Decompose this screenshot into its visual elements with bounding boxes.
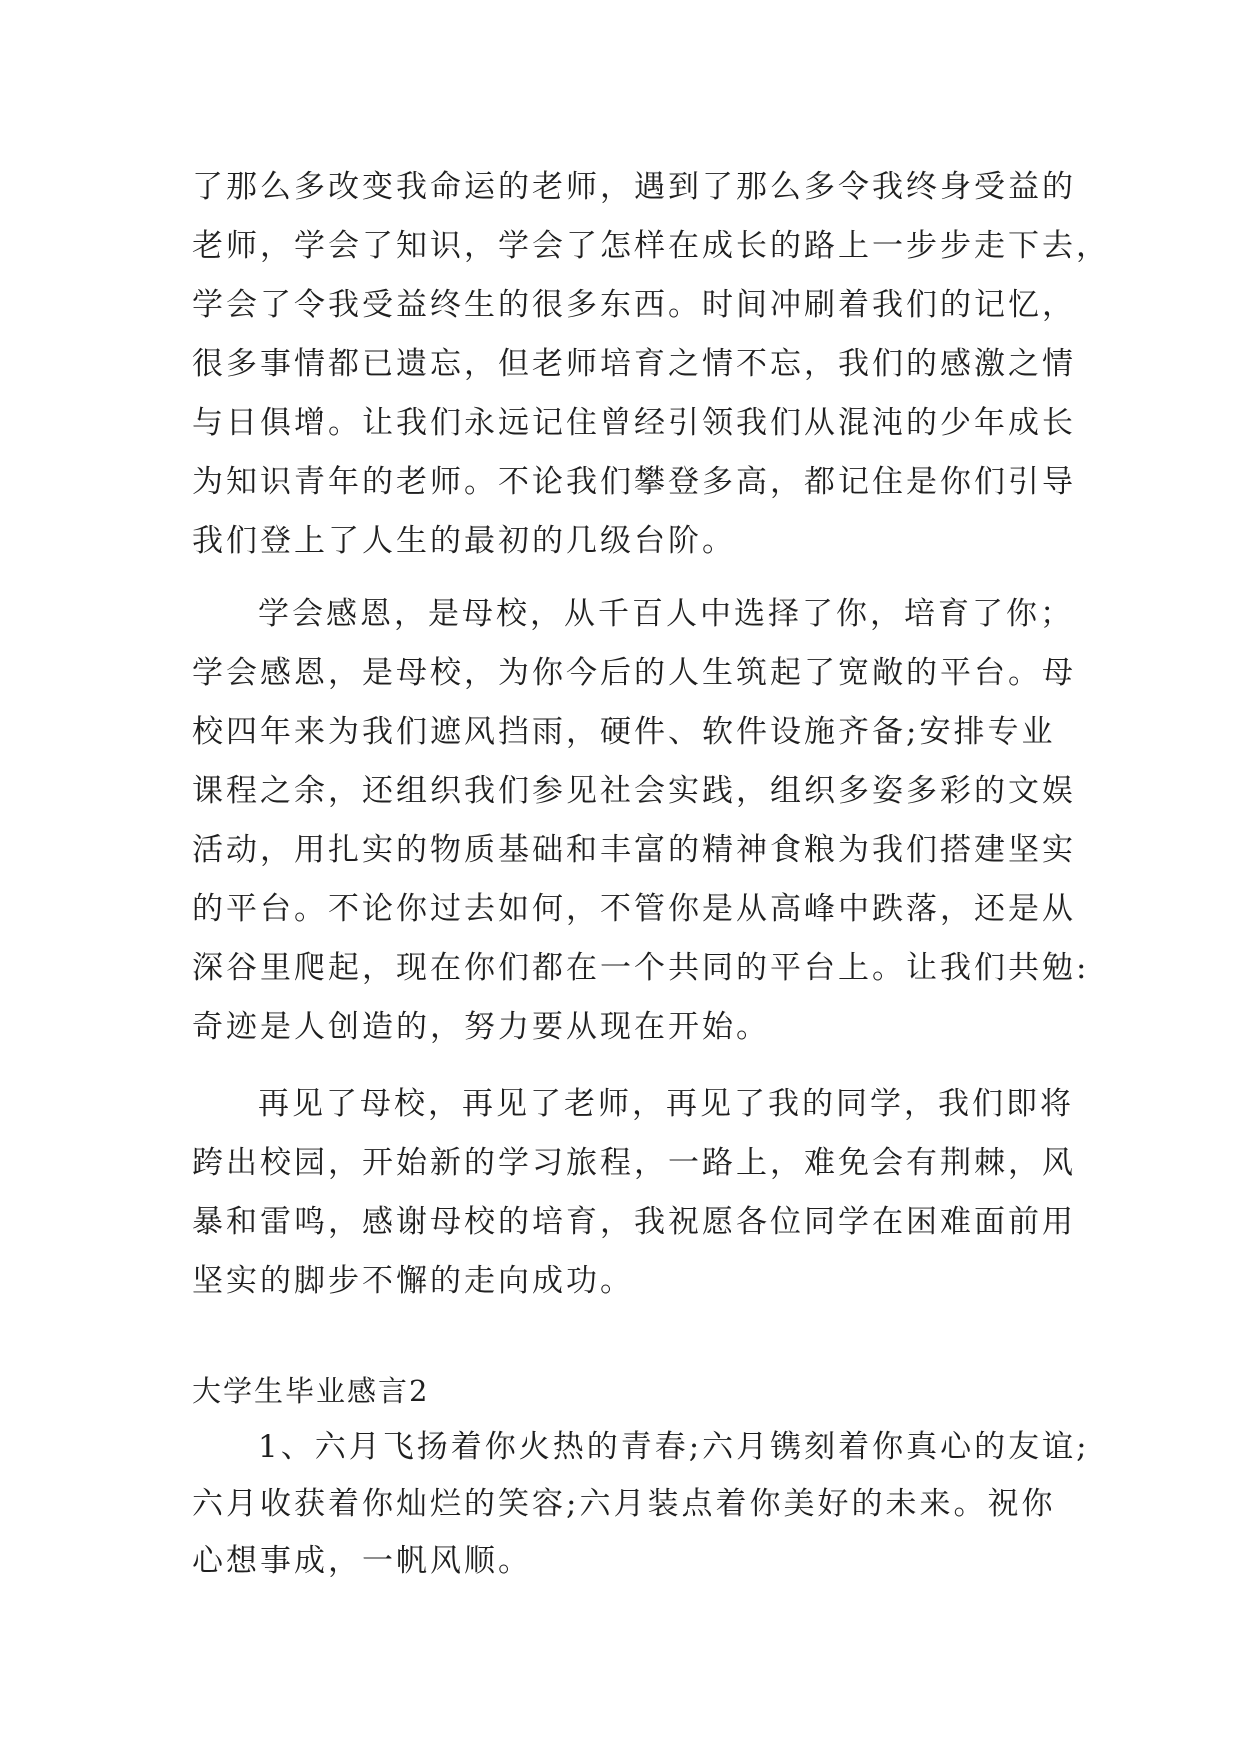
- text-line: 为知识青年的老师。不论我们攀登多高，都记住是你们引导: [192, 464, 1076, 500]
- text-line: 课程之余，还组织我们参见社会实践，组织多姿多彩的文娱: [192, 773, 1076, 809]
- text-line: 校四年来为我们遮风挡雨，硬件、软件设施齐备;安排专业: [192, 714, 1056, 750]
- text-line: 再见了母校，再见了老师，再见了我的同学，我们即将: [258, 1086, 1074, 1122]
- text-line: 坚实的脚步不懈的走向成功。: [192, 1263, 634, 1299]
- text-line: 心想事成，一帆风顺。: [192, 1543, 532, 1579]
- text-line: 六月收获着你灿烂的笑容;六月装点着你美好的未来。祝你: [192, 1486, 1056, 1522]
- text-line: 的平台。不论你过去如何，不管你是从高峰中跌落，还是从: [192, 891, 1076, 927]
- text-line: 暴和雷鸣，感谢母校的培育，我祝愿各位同学在困难面前用: [192, 1204, 1076, 1240]
- paragraph-alma-mater: [192, 585, 1090, 1057]
- paragraph-june-wishes: [192, 1419, 1090, 1590]
- section-heading: 大学生毕业感言2: [192, 1374, 430, 1408]
- text-line: 了那么多改变我命运的老师，遇到了那么多令我终身受益的: [192, 169, 1076, 205]
- text-line: 奇迹是人创造的，努力要从现在开始。: [192, 1009, 770, 1045]
- paragraph-teachers: [192, 158, 1110, 571]
- document-body: [192, 158, 1110, 1590]
- text-line: 1、六月飞扬着你火热的青春;六月镌刻着你真心的友谊;: [258, 1429, 1090, 1465]
- text-line: 学会感恩，是母校，从千百人中选择了你，培育了你；: [258, 596, 1074, 632]
- text-line: 深谷里爬起，现在你们都在一个共同的平台上。让我们共勉:: [192, 950, 1090, 986]
- text-line: 我们登上了人生的最初的几级台阶。: [192, 523, 736, 559]
- text-line: 老师，学会了知识，学会了怎样在成长的路上一步步走下去，: [192, 228, 1110, 264]
- paragraph-farewell: [192, 1075, 1076, 1311]
- text-line: 活动，用扎实的物质基础和丰富的精神食粮为我们搭建坚实: [192, 832, 1076, 868]
- text-line: 学会了令我受益终生的很多东西。时间冲刷着我们的记忆，: [192, 287, 1076, 323]
- text-line: 跨出校园，开始新的学习旅程，一路上，难免会有荆棘，风: [192, 1145, 1076, 1181]
- text-line: 与日俱增。让我们永远记住曾经引领我们从混沌的少年成长: [192, 405, 1076, 441]
- text-line: 很多事情都已遗忘，但老师培育之情不忘，我们的感激之情: [192, 346, 1076, 382]
- text-line: 学会感恩，是母校，为你今后的人生筑起了宽敞的平台。母: [192, 655, 1076, 691]
